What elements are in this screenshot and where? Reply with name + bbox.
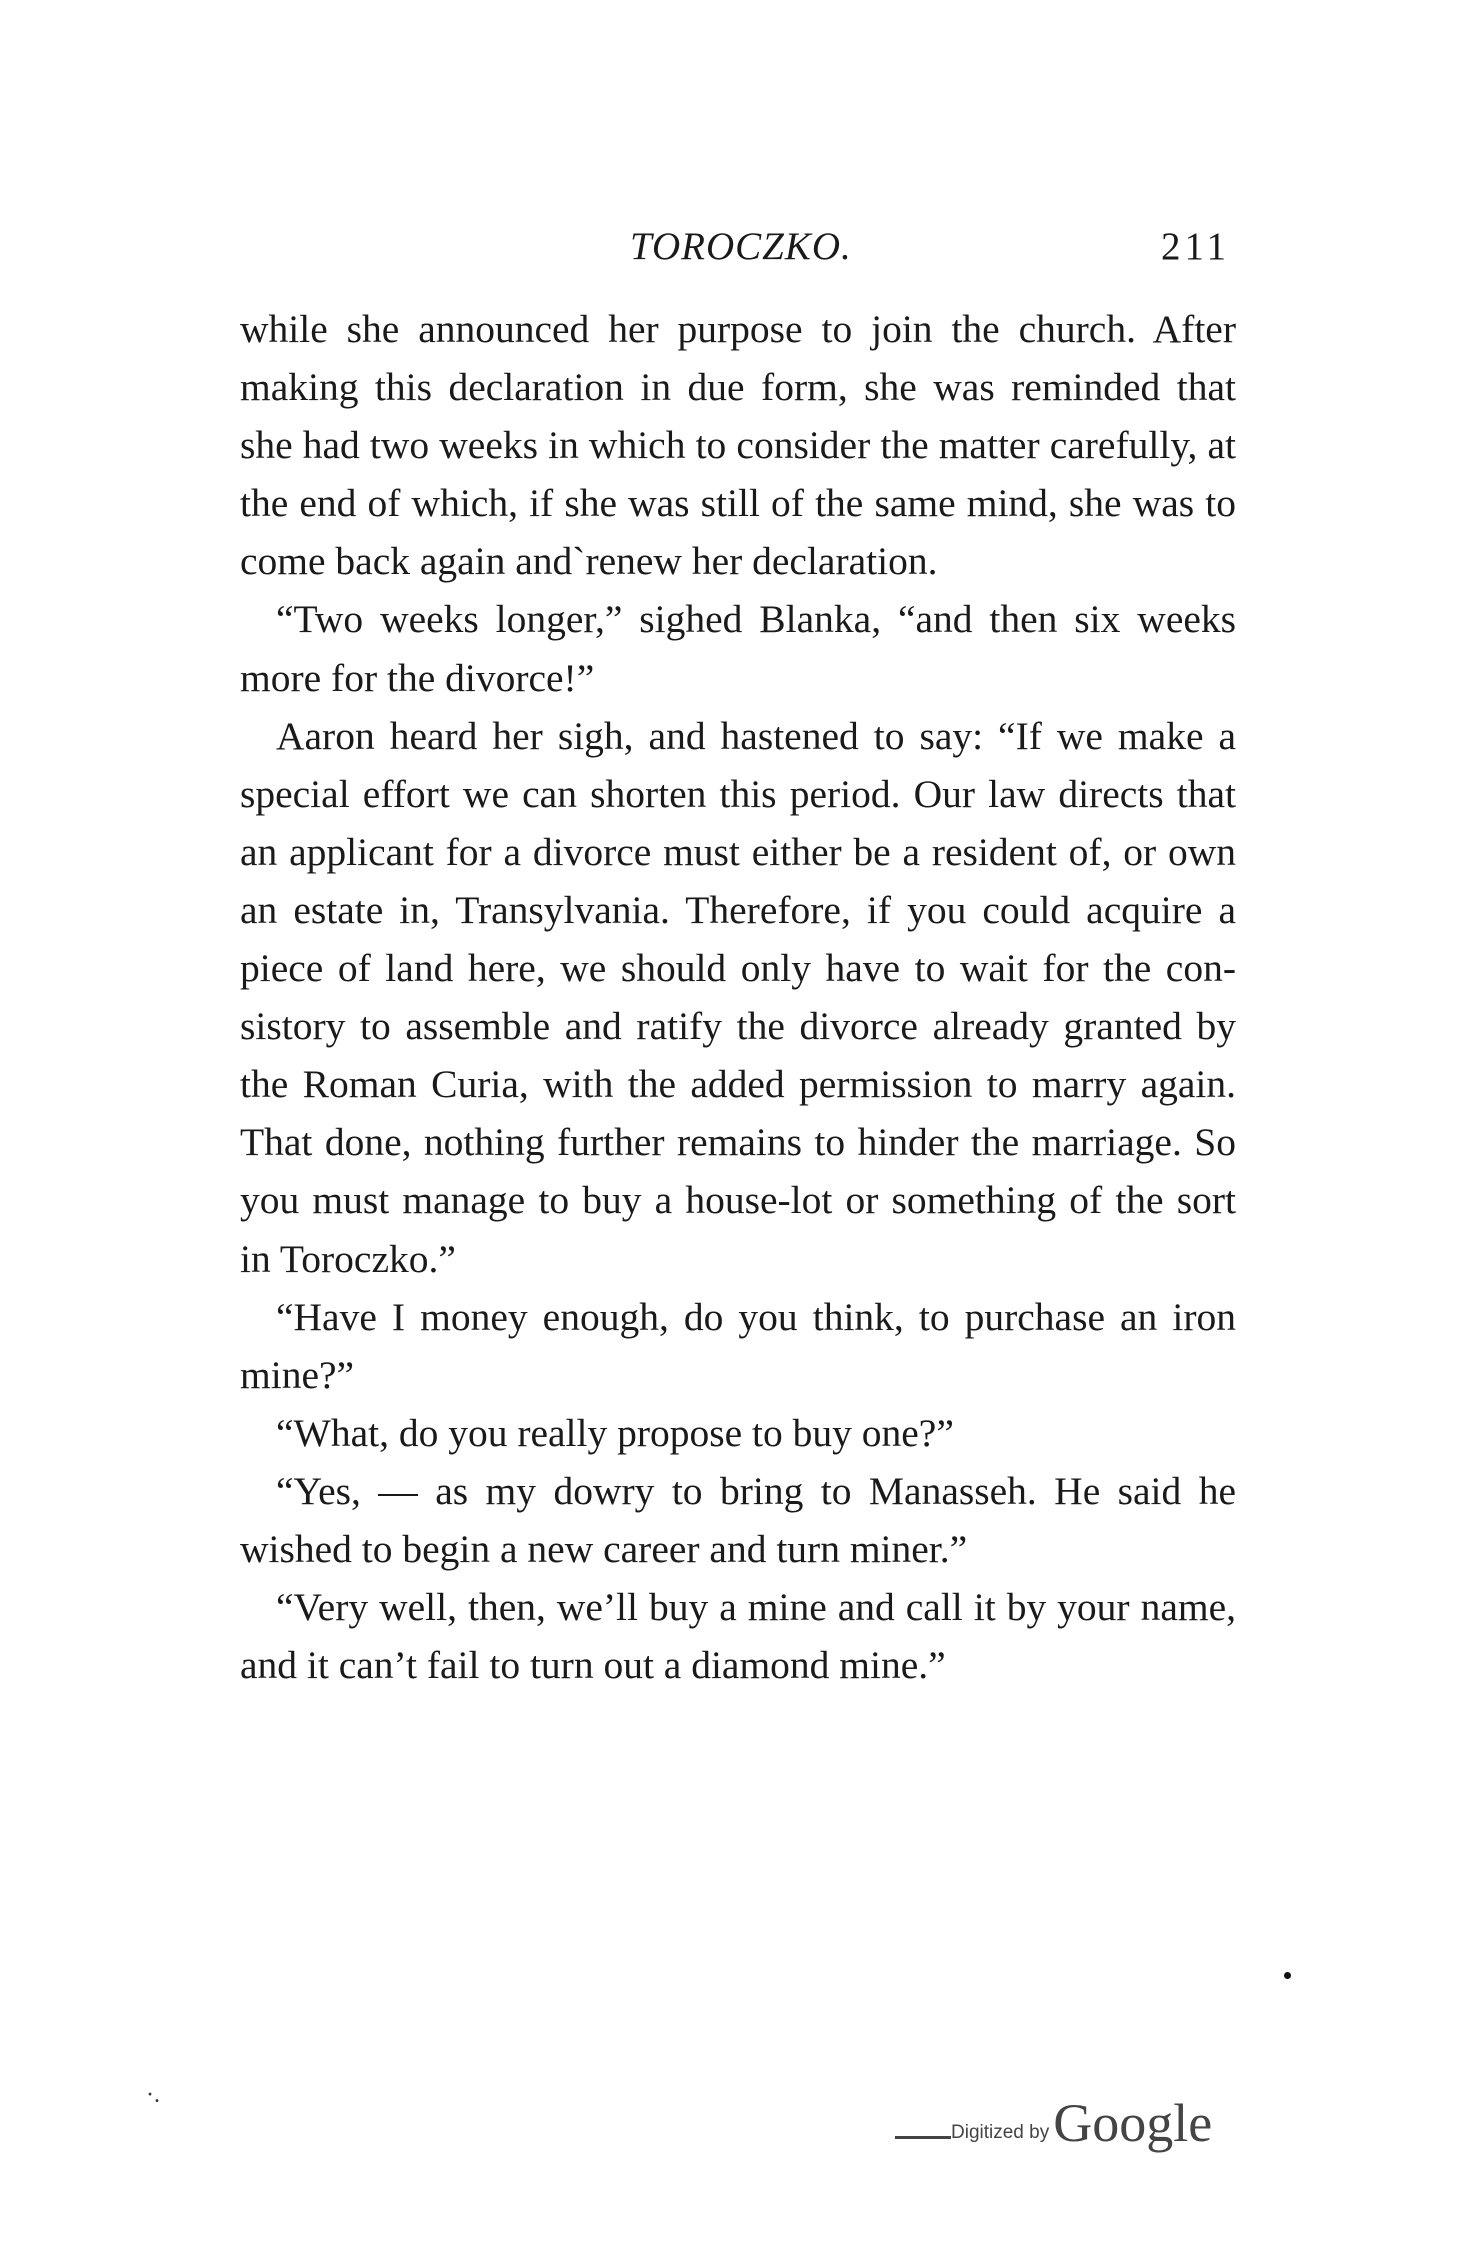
paragraph-1: while she announced her purpose to join the church. After making this declaration in due form, she was reminded that she had two weeks in which to consider the matter carefully, at the end of which, if she was still of the same mind, she was to come back again andˋrenew her declaration. bbox=[240, 307, 1236, 584]
running-head bbox=[240, 222, 1240, 272]
paragraph-6: “Yes, — as my dowry to bring to Manasseh. He said he wished to begin a new career and turn miner.” bbox=[240, 1468, 1236, 1571]
watermark-prefix: Digitized by bbox=[951, 2122, 1050, 2143]
page-number: 211 bbox=[1160, 225, 1230, 268]
paragraph-5: “What, do you really propose to buy one?” bbox=[276, 1410, 954, 1455]
watermark-rule bbox=[895, 2136, 951, 2139]
digitized-watermark bbox=[895, 2083, 1212, 2153]
scan-mark: ·. bbox=[146, 2082, 160, 2108]
scan-speck bbox=[1284, 1972, 1291, 1979]
body-text bbox=[240, 300, 1236, 1694]
paragraph-2: “Two weeks longer,” sighed Blanka, “and then six weeks more for the divorce!” bbox=[240, 597, 1236, 700]
paragraph-3: Aaron heard her sigh, and hastened to say: “If we make a special effort we can shorten this period. Our law directs that an applicant for a divorce must either be a resident of, or own an estate in, Transylvania. Therefore, if you could acquire a piece of land here, we should only have to wait for the consistory to assemble and ratify the divorce already granted by the Roman Curia, with the added permission to marry again. That done, nothing further remains to hinder the marriage. So you must manage to buy a house-lot or something of the sort in Toroczko.” bbox=[240, 713, 1236, 1281]
running-title: TOROCZKO. bbox=[630, 225, 852, 268]
paragraph-7: “Very well, then, we’ll buy a mine and call it by your name, and it can’t fail to turn out a diamond mine.” bbox=[240, 1585, 1236, 1688]
watermark-logo: Google bbox=[1053, 2093, 1213, 2153]
paragraph-4: “Have I money enough, do you think, to purchase an iron mine?” bbox=[240, 1294, 1236, 1397]
